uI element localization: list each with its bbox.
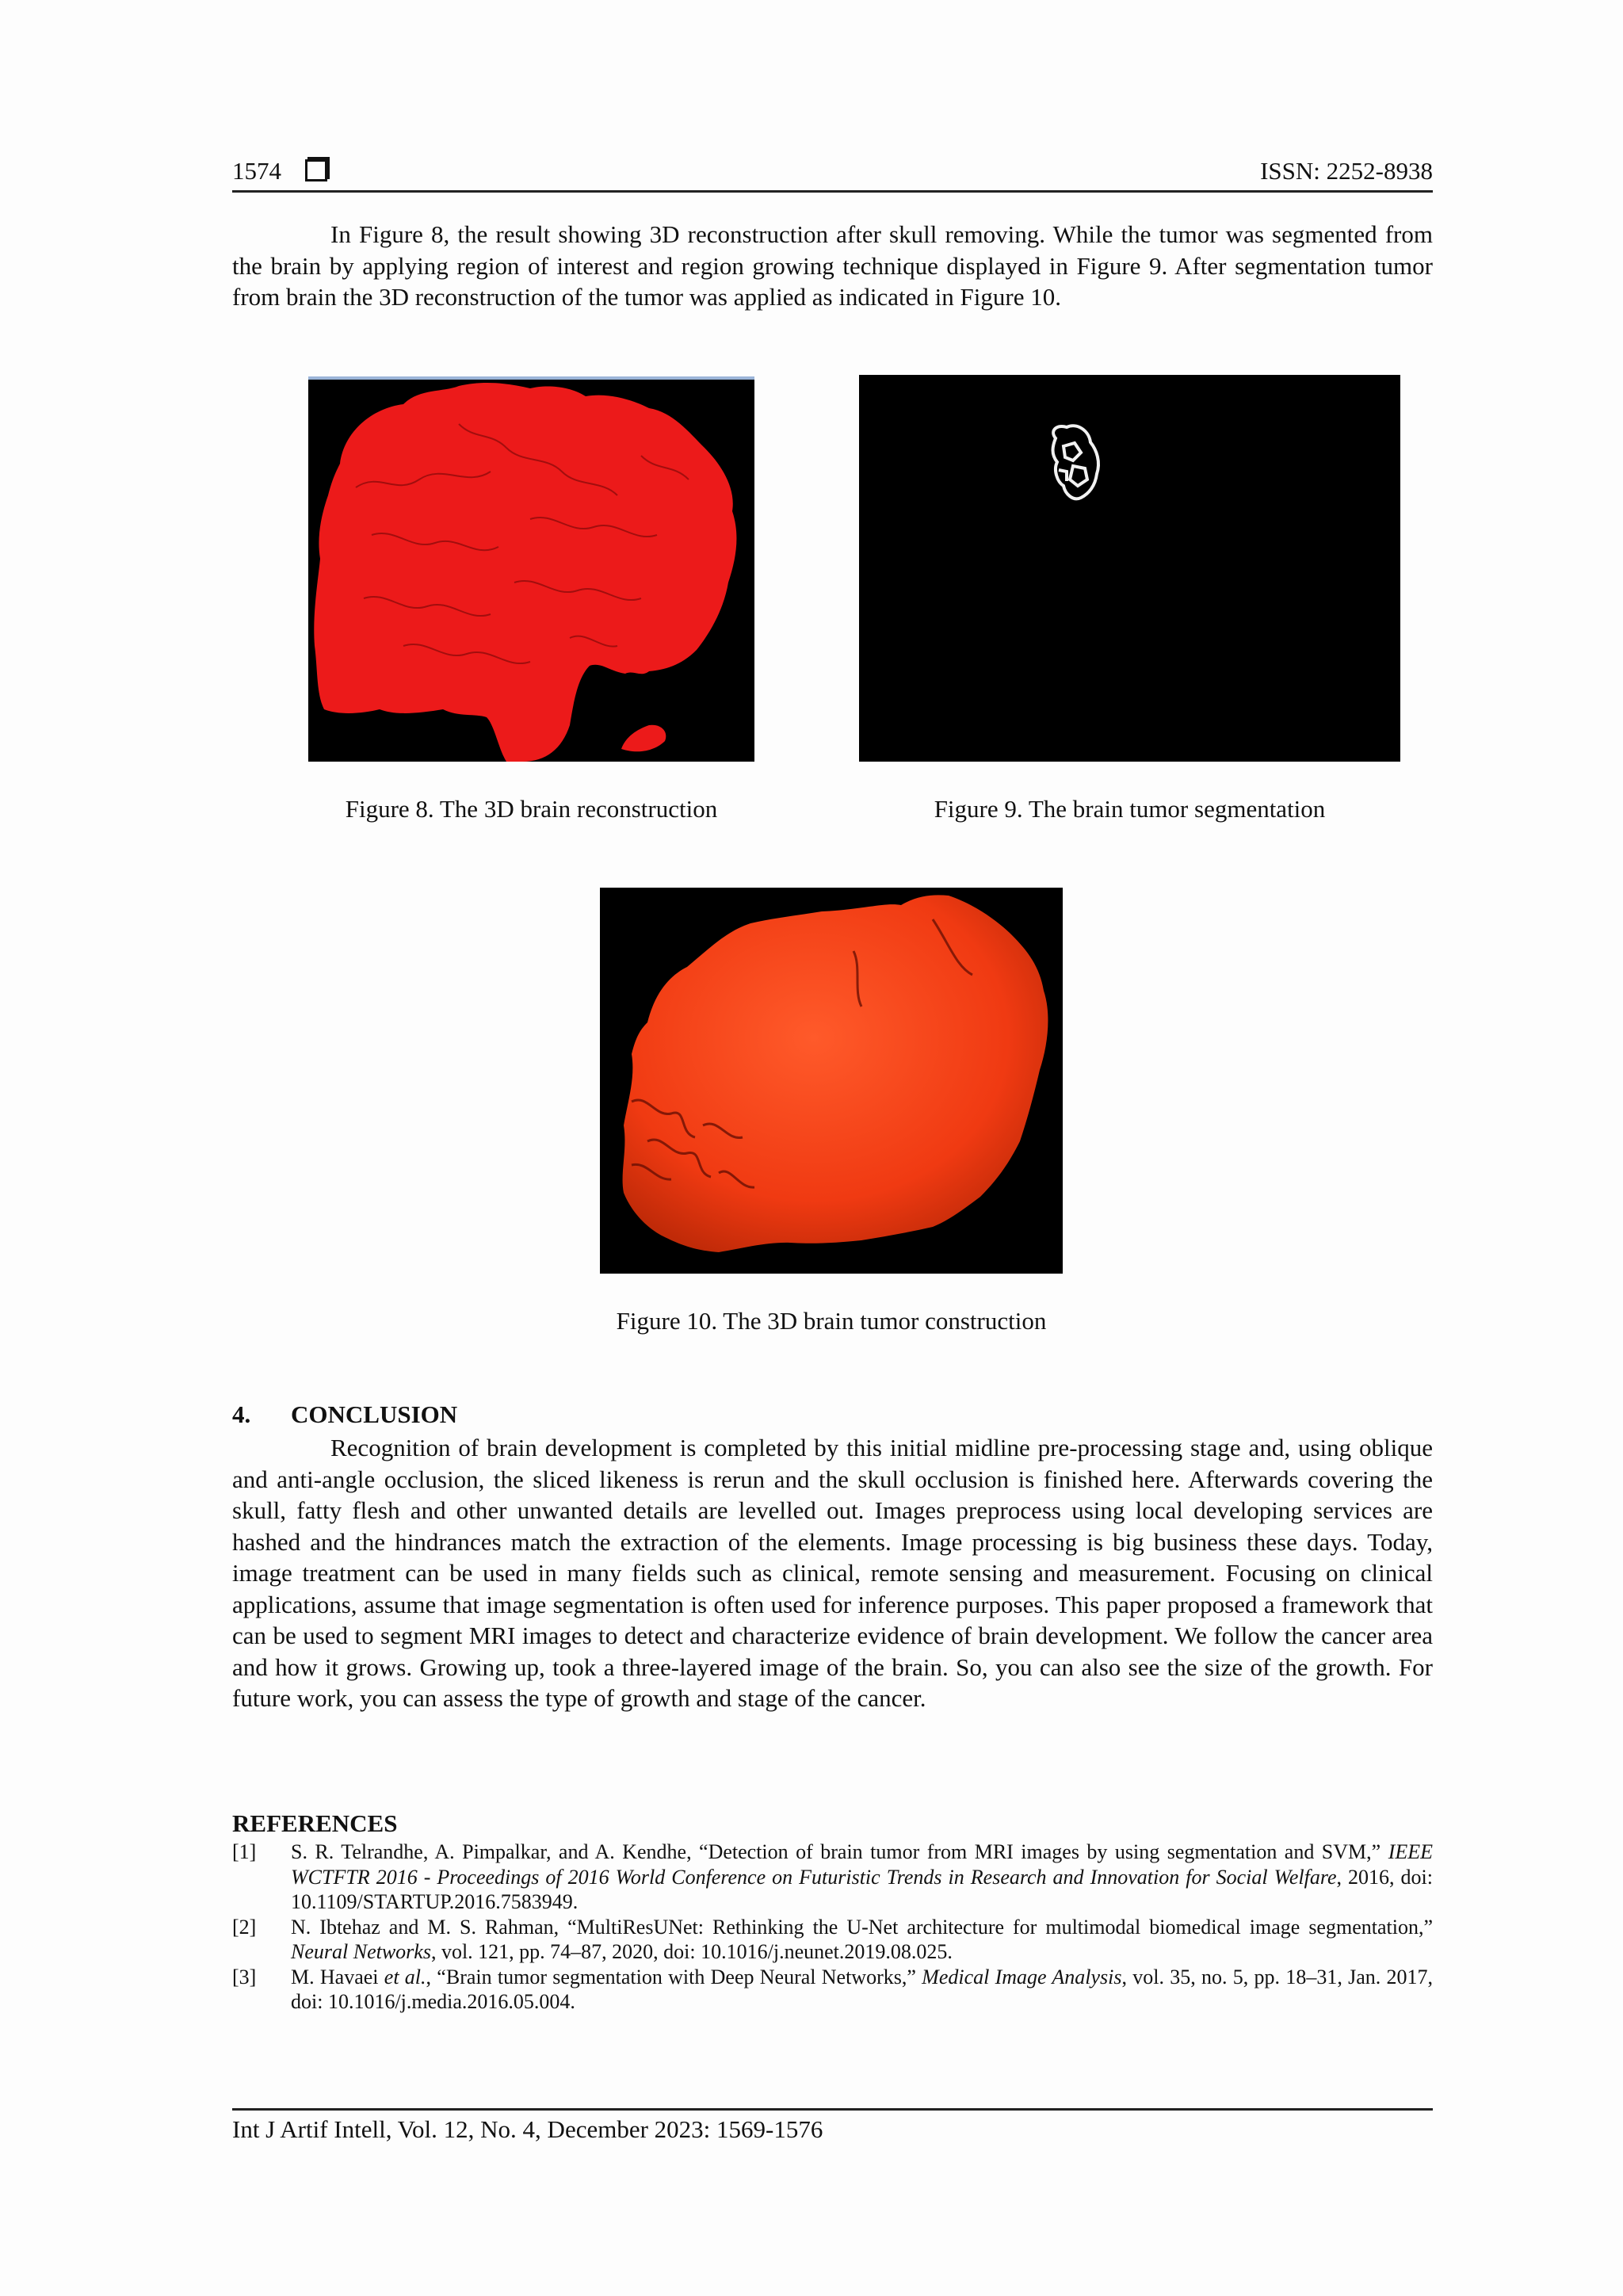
section-title: CONCLUSION	[291, 1400, 458, 1428]
intro-paragraph: In Figure 8, the result showing 3D reconstruction after skull removing. While the tumor was segmented from the brain by applying region of interest and region growing technique displayed in Figure 9. After segmentation tumor from brain the 3D reconstruction of the tumor was applied as indicated in Figure 10.	[232, 220, 1433, 311]
figure-10-caption: Figure 10. The 3D brain tumor construction	[616, 1307, 1047, 1335]
page-number-group	[232, 157, 327, 185]
reference-text: S. R. Telrandhe, A. Pimpalkar, and A. Kendhe, “Detection of brain tumor from MRI images by using segmentation and SVM,” IEEE WCTFTR 2016 - Proceedings of 2016 World Conference on Futuristic Trends in Research and Innovation for Social Welfare, 2016, doi: 10.1109/STARTUP.2016.7583949.	[291, 1840, 1433, 1913]
journal-citation: Int J Artif Intell, Vol. 12, No. 4, December 2023: 1569-1576	[232, 2115, 823, 2143]
reference-text: M. Havaei et al., “Brain tumor segmentation with Deep Neural Networks,” Medical Image Analysis, vol. 35, no. 5, pp. 18–31, Jan. 2017, doi: 10.1016/j.media.2016.05.004.	[291, 1965, 1434, 2013]
page-footer	[232, 2108, 1433, 2143]
square-icon	[305, 159, 327, 181]
figure-10-image	[600, 888, 1063, 1274]
figure-8-image	[308, 376, 754, 762]
reference-item	[232, 1839, 1433, 1915]
figure-9-image	[859, 375, 1400, 762]
reference-number: [1]	[232, 1840, 257, 1863]
reference-number: [3]	[232, 1965, 257, 1988]
reference-item	[232, 1965, 1433, 2015]
reference-item	[232, 1915, 1433, 1965]
section-number: 4.	[232, 1400, 251, 1428]
references-heading: REFERENCES	[232, 1809, 398, 1837]
page-header	[232, 155, 1433, 193]
reference-list	[232, 1839, 1433, 2015]
issn: ISSN: 2252-8938	[1260, 157, 1433, 185]
reference-number: [2]	[232, 1915, 257, 1939]
figure-8-caption: Figure 8. The 3D brain reconstruction	[345, 795, 718, 823]
figure-9-caption: Figure 9. The brain tumor segmentation	[934, 795, 1326, 823]
conclusion-paragraph: Recognition of brain development is completed by this initial midline pre-processing stage and, using oblique and anti-angle occlusion, the sliced likeness is rerun and the skull occlusion is finished here. Afterwards covering the skull, fatty flesh and other unwanted details are levelled out. Images preprocess using local developing services are hashed and the hindrances match the extraction of the elements. Image processing is big business these days. Today, image treatment can be used in many fields such as clinical, remote sensing and measurement. Focusing on clinical applications, assume that image segmentation is often used for inference purposes. This paper proposed a framework that can be used to segment MRI images to detect and characterize evidence of brain development. We follow the cancer area and how it grows. Growing up, took a three-layered image of the brain. So, you can also see the size of the growth. For future work, you can assess the type of growth and stage of the cancer.	[232, 1434, 1433, 1712]
reference-text: N. Ibtehaz and M. S. Rahman, “MultiResUNet: Rethinking the U-Net architecture for multimodal biomedical image segmentation,” Neural Networks, vol. 121, pp. 74–87, 2020, doi: 10.1016/j.neunet.2019.08.025.	[291, 1915, 1433, 1963]
page-number: 1574	[232, 157, 281, 185]
section-heading-conclusion	[232, 1400, 457, 1429]
